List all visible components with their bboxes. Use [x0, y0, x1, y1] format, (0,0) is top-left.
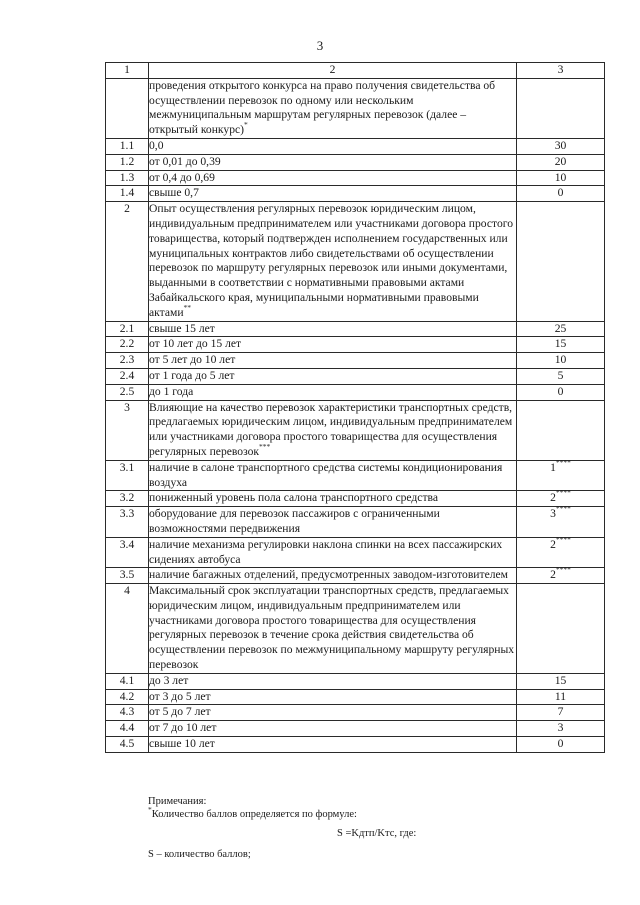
row-number: [106, 721, 149, 737]
table-row: [106, 337, 605, 353]
row-points-text: 0: [557, 384, 564, 398]
row-criterion-text: свыше 15 лет: [149, 321, 215, 335]
row-criterion-text: Влияющие на качество перевозок характеристики транспортных средств, предлагаемых юридическим лицом, индивидуальным предпринимателем или участниками договора простого товарищества для осуществления регулярных перевозок: [149, 400, 513, 458]
row-criterion: [149, 737, 517, 753]
row-points-text: 0: [557, 737, 564, 751]
row-number: [106, 568, 149, 584]
row-number-text: 2.5: [119, 384, 135, 398]
row-points-text: 2: [550, 491, 556, 505]
row-points: [517, 78, 605, 138]
criterion-footnote-marker: *: [244, 120, 248, 130]
row-criterion: [149, 202, 517, 321]
table-row: [106, 186, 605, 202]
row-criterion: [149, 337, 517, 353]
row-number: [106, 321, 149, 337]
row-number-text: 4.5: [119, 737, 135, 751]
table-row: [106, 384, 605, 400]
row-number-text: 1.4: [119, 186, 135, 200]
row-points: [517, 170, 605, 186]
row-number-text: 1.1: [119, 138, 135, 152]
row-points-text: 25: [554, 321, 567, 335]
row-criterion: [149, 507, 517, 538]
row-number: [106, 689, 149, 705]
row-points-text: 3: [557, 721, 564, 735]
row-points: [517, 400, 605, 460]
row-criterion: [149, 537, 517, 568]
table-row: [106, 170, 605, 186]
table-row: [106, 673, 605, 689]
table-row: [106, 537, 605, 568]
row-number-text: 4.4: [119, 721, 135, 735]
row-criterion: [149, 491, 517, 507]
criteria-table: [105, 62, 605, 753]
row-number-text: 4.3: [119, 705, 135, 719]
table-row: [106, 353, 605, 369]
row-criterion-text: наличие механизма регулировки наклона спинки на всех пассажирских сидениях автобуса: [149, 537, 503, 566]
row-criterion: [149, 353, 517, 369]
table-row: [106, 138, 605, 154]
row-number-text: 2.4: [119, 368, 135, 382]
row-number-text: 4.1: [119, 673, 135, 687]
header-col-number: 1: [106, 63, 149, 79]
row-criterion: [149, 138, 517, 154]
row-criterion: [149, 568, 517, 584]
row-points: [517, 368, 605, 384]
row-number: [106, 154, 149, 170]
row-points-text: 2: [550, 568, 556, 582]
notes-title: Примечания:: [148, 796, 207, 807]
table-row: [106, 584, 605, 674]
row-number-text: 2.1: [119, 321, 135, 335]
row-points-text: 3: [550, 507, 556, 521]
row-criterion-text: 0,0: [149, 138, 164, 152]
formula: S =Kдтп/Kтс, где:: [337, 828, 417, 839]
row-number-text: 2: [124, 202, 130, 216]
s-definition: S – количество баллов;: [148, 849, 251, 860]
row-criterion: [149, 384, 517, 400]
row-criterion: [149, 154, 517, 170]
row-number: [106, 491, 149, 507]
row-criterion: [149, 170, 517, 186]
row-number-text: 3.3: [119, 507, 135, 521]
row-points: [517, 202, 605, 321]
table-row: [106, 705, 605, 721]
row-number: [106, 705, 149, 721]
table-row: [106, 568, 605, 584]
row-points: [517, 721, 605, 737]
row-criterion-text: от 0,01 до 0,39: [149, 154, 221, 168]
table-row: [106, 400, 605, 460]
row-criterion-text: наличие в салоне транспортного средства системы кондиционирования воздуха: [149, 460, 503, 489]
row-points-text: 7: [557, 705, 564, 719]
row-criterion-text: свыше 10 лет: [149, 737, 215, 751]
row-number-text: 2.2: [119, 337, 135, 351]
row-number: [106, 170, 149, 186]
row-points: [517, 689, 605, 705]
row-number: [106, 138, 149, 154]
row-criterion: [149, 584, 517, 674]
row-points-text: 15: [554, 337, 567, 351]
row-points-text: 15: [554, 673, 567, 687]
row-number-text: 1.3: [119, 170, 135, 184]
row-criterion-text: до 3 лет: [149, 673, 189, 687]
row-number: [106, 584, 149, 674]
points-footnote-marker: ****: [555, 488, 571, 498]
row-number-text: 3.2: [119, 491, 135, 505]
table-row: [106, 721, 605, 737]
row-criterion: [149, 721, 517, 737]
row-criterion: [149, 673, 517, 689]
points-footnote-marker: ****: [555, 457, 571, 467]
row-criterion-text: Максимальный срок эксплуатации транспортных средств, предлагаемых юридическим лицом, индивидуальным предпринимателем или участниками договора простого товарищества для осуществления регулярных перевозок в течение срока действия свидетельства об осуществлении перевозок по межмуниципальному маршруту регулярных перевозок: [149, 584, 515, 672]
row-points: [517, 154, 605, 170]
row-criterion-text: пониженный уровень пола салона транспортного средства: [149, 491, 438, 505]
row-points: [517, 504, 605, 538]
row-points: [517, 353, 605, 369]
row-points: [517, 705, 605, 721]
note-1-text: Количество баллов определяется по формуле:: [151, 809, 357, 820]
criterion-footnote-marker: ***: [259, 442, 271, 452]
row-criterion-text: от 0,4 до 0,69: [149, 170, 215, 184]
row-criterion-text: от 5 до 7 лет: [149, 705, 211, 719]
header-col-criterion: 2: [149, 63, 517, 79]
row-points: [517, 321, 605, 337]
row-criterion: [149, 186, 517, 202]
row-number: [106, 460, 149, 491]
row-points-text: 0: [557, 186, 564, 200]
row-criterion-text: проведения открытого конкурса на право получения свидетельства об осуществлении перевозок по одному или нескольким межмуниципальным маршрутам регулярных перевозок (далее – открытый конкурс): [149, 78, 496, 137]
table-row: [106, 321, 605, 337]
row-number: [106, 78, 149, 138]
row-number: [106, 186, 149, 202]
row-points: [517, 673, 605, 689]
row-points-text: 5: [557, 368, 564, 382]
row-number-text: 3: [124, 400, 130, 414]
row-criterion: [149, 689, 517, 705]
row-points-text: 1: [550, 460, 556, 474]
row-points: [517, 584, 605, 674]
row-criterion-text: от 1 года до 5 лет: [149, 368, 235, 382]
row-criterion: [149, 78, 517, 138]
row-number-text: 1.2: [119, 154, 135, 168]
table-row: [106, 737, 605, 753]
row-number: [106, 507, 149, 538]
table-row: [106, 491, 605, 507]
row-criterion-text: от 3 до 5 лет: [149, 689, 211, 703]
row-number: [106, 202, 149, 321]
row-points-text: 10: [554, 353, 567, 367]
page-number: 3: [316, 38, 324, 53]
row-number-text: 2.3: [119, 353, 135, 367]
points-footnote-marker: ****: [555, 534, 571, 544]
row-number: [106, 337, 149, 353]
note-1-marker: *: [148, 804, 152, 814]
row-criterion-text: от 5 лет до 10 лет: [149, 353, 236, 367]
row-criterion-text: от 7 до 10 лет: [149, 721, 217, 735]
table-row: [106, 154, 605, 170]
row-points-text: 2: [550, 537, 556, 551]
row-criterion-text: свыше 0,7: [149, 186, 199, 200]
row-criterion: [149, 705, 517, 721]
row-points: [517, 384, 605, 400]
row-points-text: 30: [554, 138, 567, 152]
row-criterion: [149, 460, 517, 491]
row-number: [106, 673, 149, 689]
row-number-text: 3.1: [119, 460, 135, 474]
row-criterion: [149, 400, 517, 460]
row-number-text: 4.2: [119, 689, 135, 703]
row-points-text: 10: [554, 170, 567, 184]
table-row: [106, 507, 605, 538]
row-number-text: 3.4: [119, 537, 135, 551]
row-criterion-text: оборудование для перевозок пассажиров с ограниченными возможностями передвижения: [149, 507, 440, 535]
row-criterion: [149, 321, 517, 337]
row-criterion: [149, 368, 517, 384]
table-row: [106, 460, 605, 491]
header-col-points: 3: [517, 63, 605, 79]
table-row: [106, 689, 605, 705]
row-criterion-text: Опыт осуществления регулярных перевозок юридическим лицом, индивидуальным предпринимателем или участниками договора простого товарищества, который подтвержден исполнением государственных или муниципальных контрактов либо свидетельствами об осуществлении перевозок по маршруту регулярных перевозок или иными документами, выданными в соответствии с нормативными правовыми актами Забайкальского края, муниципальными нормативными правовыми актами: [149, 202, 514, 319]
table-row: [106, 78, 605, 138]
table-row: [106, 202, 605, 321]
row-criterion-text: от 10 лет до 15 лет: [149, 337, 242, 351]
row-number-text: 3.5: [119, 568, 135, 582]
row-points: [517, 737, 605, 753]
row-number: [106, 384, 149, 400]
row-number-text: 4: [124, 584, 130, 598]
row-points: [517, 457, 605, 491]
points-footnote-marker: ****: [555, 565, 571, 575]
points-footnote-marker: ****: [555, 504, 571, 514]
row-number: [106, 737, 149, 753]
row-number: [106, 400, 149, 460]
row-criterion-text: до 1 года: [149, 384, 194, 398]
row-number: [106, 368, 149, 384]
notes-block: [148, 795, 608, 821]
row-points-text: 20: [554, 154, 567, 168]
row-points: [517, 565, 605, 584]
row-number: [106, 353, 149, 369]
table-row: [106, 368, 605, 384]
note-1: [148, 804, 608, 821]
row-criterion-text: наличие багажных отделений, предусмотренных заводом-изготовителем: [149, 568, 508, 582]
row-points-text: 11: [554, 689, 567, 703]
row-points: [517, 534, 605, 568]
criterion-footnote-marker: **: [183, 302, 192, 312]
row-number: [106, 537, 149, 568]
row-points: [517, 337, 605, 353]
row-points: [517, 186, 605, 202]
row-points: [517, 138, 605, 154]
table-header-row: [106, 63, 605, 79]
criteria-table-body: [106, 63, 605, 753]
